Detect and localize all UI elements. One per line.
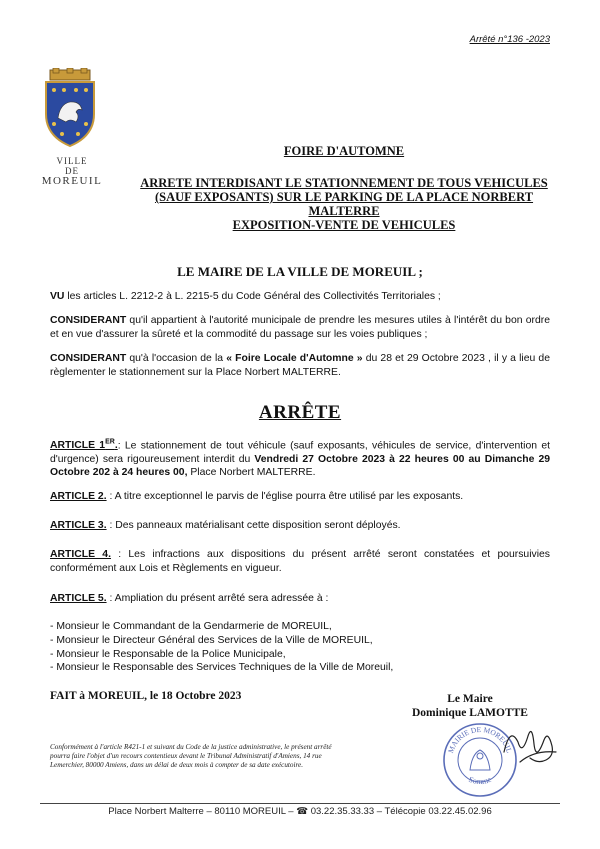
article-4-text: : Les infractions aux dispositions du présent arrêté seront constatées et poursuivies conformément aux Lois et Règlements en vigueur. xyxy=(50,549,550,574)
authority-heading: LE MAIRE DE LA VILLE DE MOREUIL ; xyxy=(177,264,423,279)
footer-divider xyxy=(40,803,560,804)
vu-lead: VU xyxy=(50,291,65,302)
article-2-text: : A titre exceptionnel le parvis de l'église pourra être utilisé par les exposants. xyxy=(106,491,464,502)
signatory-name: Dominique LAMOTTE xyxy=(412,707,528,719)
footer-contact xyxy=(0,806,600,817)
stamp-top-text: MAIRIE DE MOREUIL xyxy=(446,724,514,755)
article-1-sup: ER xyxy=(105,439,115,446)
considerant-text-2b: du 28 et 29 Octobre 2023 , il y a lieu de règlementer le stationnement sur la Place Norbert MALTERRE. xyxy=(50,353,550,378)
article-3-text: : Des panneaux matérialisant cette disposition seront déployés. xyxy=(106,520,401,531)
stamp-bottom-text: Somme xyxy=(467,774,493,787)
town-line-2: DE xyxy=(65,166,79,176)
legal-notice: Conformément à l'article R421-1 et suivant du Code de la justice administrative, le présent arrêté pourra faire l'objet d'un recours contentieux devant le Tribunal Administratif d'Amiens, 14 rue Lemerchier, 80000 Amiens, dans un délai de deux mois à compter de sa date exécutoire. xyxy=(50,743,332,770)
footer-address: Place Norbert Malterre – 80110 MOREUIL – xyxy=(108,806,297,817)
article-1-dates: Vendredi 27 Octobre 2023 à 22 heures 00 au Dimanche 29 Octobre 202 à 24 heures 00, xyxy=(50,453,550,479)
article-5-label: ARTICLE 5. xyxy=(50,593,107,604)
phone-icon: ☎ xyxy=(296,806,309,817)
considerant-event-name: « Foire Locale d'Automne » xyxy=(226,353,363,364)
considerant-lead-1: CONSIDERANT xyxy=(50,315,127,326)
list-item: - Monsieur le Commandant de la Gendarmerie de MOREUIL, xyxy=(50,621,332,632)
town-line-3: MOREUIL xyxy=(41,175,103,187)
article-5 xyxy=(50,592,550,606)
list-item: - Monsieur le Responsable des Services Techniques de la Ville de Moreuil, xyxy=(50,662,394,674)
town-crest-emblem xyxy=(40,68,100,148)
signatory-role: Le Maire xyxy=(447,693,493,705)
considerant-paragraph-2 xyxy=(50,352,550,379)
considerant-text-2a: qu'à l'occasion de la xyxy=(126,353,227,364)
considerant-lead-2: CONSIDERANT xyxy=(50,353,127,364)
handwritten-signature xyxy=(500,722,558,770)
article-2-label: ARTICLE 2. xyxy=(50,491,107,502)
decree-title-line-1: ARRETE INTERDISANT LE STATIONNEMENT DE TOUS VEHICULES xyxy=(140,176,548,190)
recipient-list xyxy=(50,620,393,675)
town-name-block xyxy=(30,156,114,186)
article-3-label: ARTICLE 3. xyxy=(50,520,107,531)
article-3 xyxy=(50,519,550,533)
article-1-text-b: Place Norbert MALTERRE. xyxy=(187,467,316,479)
town-line-1: VILLE xyxy=(56,156,88,166)
footer-phone: 03.22.35.33.33 – Télécopie 03.22.45.02.96 xyxy=(308,806,492,817)
article-1-label: ARTICLE 1ER. xyxy=(50,439,118,452)
decree-title-line-2: (SAUF EXPOSANTS) SUR LE PARKING DE LA PLACE NORBERT xyxy=(154,190,534,204)
decree-title-line-3: MALTERRE xyxy=(308,204,380,218)
signature-block xyxy=(380,692,560,720)
article-1-text-a: : Le stationnement de tout véhicule (sauf exposants, véhicules de service, d'intervention et d'urgence) sera rigoureusement interdit du xyxy=(50,440,550,465)
arrete-heading: ARRÊTE xyxy=(258,402,342,423)
article-4-label: ARTICLE 4. xyxy=(50,549,111,560)
considerant-text-1: qu'il appartient à l'autorité municipale de prendre les mesures utiles à l'intérêt du bon ordre et en vue d'assurer la sûreté et la commodité du passage sur les voies publiques ; xyxy=(50,315,550,340)
article-2 xyxy=(50,490,550,504)
vu-paragraph xyxy=(50,290,550,304)
signing-place-date: FAIT à MOREUIL, le 18 Octobre 2023 xyxy=(50,690,242,702)
decree-title-line-4: EXPOSITION-VENTE DE VEHICULES xyxy=(232,218,456,232)
list-item: - Monsieur le Responsable de la Police Municipale, xyxy=(50,648,286,660)
considerant-paragraph-1 xyxy=(50,314,550,341)
list-item: - Monsieur le Directeur Général des Services de la Ville de MOREUIL, xyxy=(50,634,373,646)
decree-reference: Arrêté n°136 -2023 xyxy=(469,34,550,45)
article-1 xyxy=(50,436,550,480)
vu-text: les articles L. 2212-2 à L. 2215-5 du Code Général des Collectivités Territoriales ; xyxy=(64,291,441,302)
event-title: FOIRE D'AUTOMNE xyxy=(283,144,405,158)
article-4 xyxy=(50,548,550,575)
article-5-text: : Ampliation du présent arrêté sera adressée à : xyxy=(106,593,329,604)
